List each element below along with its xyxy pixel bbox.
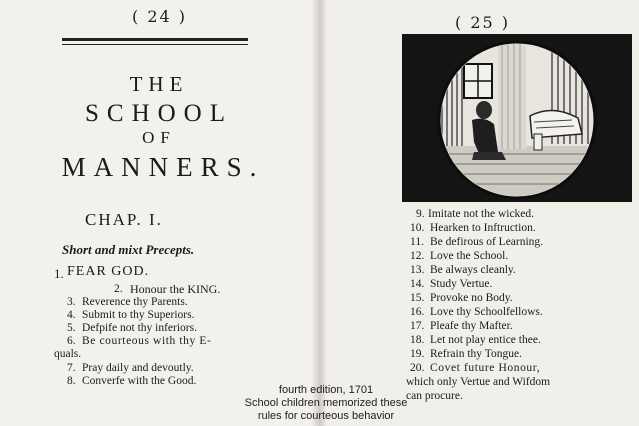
precept-20-number: 20. xyxy=(410,362,425,374)
precept-20-text: Covet future Honour, xyxy=(430,362,541,374)
precept-8-text: Converfe with the Good. xyxy=(82,375,197,387)
precept-9-text: Imitate not the wicked. xyxy=(428,208,535,220)
precept-8-number: 8. xyxy=(67,375,76,387)
precept-10-number: 10. xyxy=(410,222,425,234)
precept-15-text: Provoke no Body. xyxy=(430,292,513,304)
precept-13-number: 13. xyxy=(410,264,425,276)
left-page-number: ( 24 ) xyxy=(132,7,188,26)
title-rule-thin xyxy=(62,44,248,45)
precept-17-number: 17. xyxy=(410,320,425,332)
precept-16-text: Love thy Schoolfellows. xyxy=(430,306,543,318)
precept-9-number: 9. xyxy=(416,208,425,220)
precept-7-text: Pray daily and devoutly. xyxy=(82,362,194,374)
precept-14-number: 14. xyxy=(410,278,425,290)
precept-3-number: 3. xyxy=(67,296,76,308)
photo-caption-line-2: School children memorized these xyxy=(244,397,408,409)
precept-1-number: 1. xyxy=(54,266,64,281)
precept-3-text: Reverence thy Parents. xyxy=(82,296,188,308)
precept-11-text: Be defirous of Learning. xyxy=(430,236,544,248)
book-gutter xyxy=(312,0,326,426)
precept-7-number: 7. xyxy=(67,362,76,374)
chapter-heading: CHAP. I. xyxy=(85,210,163,229)
chapter-subtitle: Short and mixt Precepts. xyxy=(62,242,195,257)
right-page-number: ( 25 ) xyxy=(455,13,511,32)
precept-11-number: 11. xyxy=(410,236,424,248)
precept-18-number: 18. xyxy=(410,334,425,346)
precept-1-text: FEAR GOD. xyxy=(67,264,150,279)
precept-15-number: 15. xyxy=(410,292,425,304)
woodcut-illustration xyxy=(402,34,632,202)
precept-2-number: 2. xyxy=(114,283,123,295)
precept-19-text: Refrain thy Tongue. xyxy=(430,348,522,360)
title-rule-thick xyxy=(62,38,248,41)
precept-2-text: Honour the KING. xyxy=(130,282,221,296)
precept-5-text: Defpife not thy inferiors. xyxy=(82,322,197,334)
precept-20-continuation-2: can procure. xyxy=(406,390,463,402)
precept-4-text: Submit to thy Superiors. xyxy=(82,309,195,321)
precept-19-number: 19. xyxy=(410,348,425,360)
title-line-school: SCHOOL xyxy=(84,100,233,127)
precept-5-number: 5. xyxy=(67,322,76,334)
woodcut-engraving-graphic xyxy=(402,34,632,202)
photo-caption-edition: fourth edition, 1701 xyxy=(278,384,374,396)
precept-17-text: Pleafe thy Mafter. xyxy=(430,320,513,332)
precept-6-continuation: quals. xyxy=(54,348,82,360)
precept-13-text: Be always cleanly. xyxy=(430,264,516,276)
precept-14-text: Study Vertue. xyxy=(430,278,493,290)
title-line-the: THE xyxy=(129,72,189,96)
title-line-of: OF xyxy=(142,128,176,147)
precept-10-text: Hearken to Inftruction. xyxy=(430,222,536,234)
title-line-manners: MANNERS. xyxy=(61,152,265,182)
precept-18-text: Let not play entice thee. xyxy=(430,334,541,346)
precept-20-continuation-1: which only Vertue and Wifdom xyxy=(406,376,551,388)
precept-16-number: 16. xyxy=(410,306,425,318)
precept-6-number: 6. xyxy=(67,335,76,347)
precept-12-number: 12. xyxy=(410,250,425,262)
precept-4-number: 4. xyxy=(67,309,76,321)
precept-6-text: Be courteous with thy E- xyxy=(82,335,212,347)
photo-caption-line-3: rules for courteous behavior xyxy=(257,410,395,422)
precept-12-text: Love the School. xyxy=(430,250,509,262)
